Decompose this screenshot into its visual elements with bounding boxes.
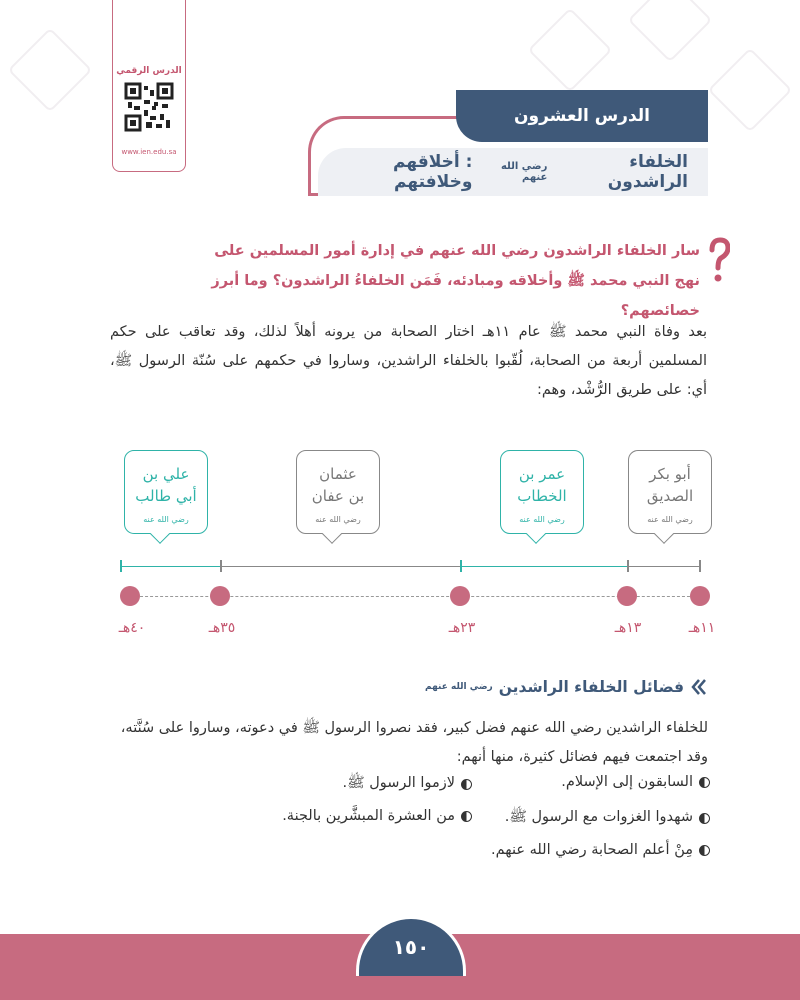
- lesson-number-tab: الدرس العشرون: [456, 90, 708, 142]
- caliph-bubble-abu-bakr: [628, 450, 712, 534]
- timeline-dot: [210, 586, 230, 606]
- bracket-tick: [120, 560, 122, 572]
- year-label: ٤٠هـ: [118, 620, 146, 636]
- digital-lesson-qr-box[interactable]: [112, 0, 186, 172]
- bullet-icon: [461, 811, 472, 822]
- caliph-name-line1: عثمان: [319, 465, 357, 483]
- list-item: [561, 774, 710, 790]
- period-bracket-umar: [460, 566, 628, 576]
- timeline-dot: [617, 586, 637, 606]
- qr-code-icon: [124, 82, 174, 132]
- caliph-name-line1: عمر بن: [518, 465, 566, 483]
- background-pattern: [8, 28, 93, 113]
- timeline-dot: [120, 586, 140, 606]
- list-item: [282, 808, 472, 824]
- caliph-name-line2: الخطاب: [517, 487, 567, 505]
- list-item-text: لازموا الرسول ﷺ.: [342, 775, 455, 791]
- caliph-bubble-umar: [500, 450, 584, 534]
- virtues-heading: [425, 678, 708, 696]
- list-item-text: شهدوا الغزوات مع الرسول ﷺ.: [504, 809, 693, 825]
- page-number: ١٥٠: [356, 916, 466, 976]
- period-bracket-uthman: [220, 566, 460, 576]
- question-mark-icon: [708, 236, 730, 294]
- list-item-text: مِنْ أعلم الصحابة رضي الله عنهم.: [491, 842, 693, 858]
- qr-label: الدرس الرقمي: [116, 66, 182, 76]
- caliphs-timeline: [0, 440, 800, 650]
- honorific-icon: رضي الله عنهم: [425, 682, 493, 692]
- period-bracket-ali: [120, 566, 220, 576]
- bracket-tick: [699, 560, 701, 572]
- caliph-bubble-uthman: [296, 450, 380, 534]
- guiding-question: سار الخلفاء الراشدون رضي الله عنهم في إدارة أمور المسلمين على نهج النبي محمد ﷺ وأخلاقه ومبادئه، فَمَن الخلفاءُ الراشدون؟ وما أبرز خصائصهم؟: [211, 243, 700, 319]
- list-item-text: من العشرة المبشَّرين بالجنة.: [282, 808, 455, 824]
- caliph-name-line1: علي بن: [142, 465, 190, 483]
- timeline-dot: [690, 586, 710, 606]
- list-item: [505, 808, 710, 829]
- caliph-name-line1: أبو بكر: [649, 465, 691, 483]
- bullet-icon: [699, 813, 710, 824]
- bracket-tick: [220, 560, 222, 572]
- qr-url[interactable]: www.ien.edu.sa: [121, 148, 177, 156]
- double-chevron-icon: [690, 678, 708, 696]
- bracket-tick: [460, 560, 462, 572]
- honorific-icon: رضي الله عنه: [143, 515, 189, 524]
- lesson-title-part2: : أخلاقهم وخلافتهم: [393, 152, 473, 192]
- bullet-icon: [461, 779, 472, 790]
- honorific-icon: رضي الله عنهم: [500, 161, 548, 183]
- year-label: ١١هـ: [688, 620, 716, 636]
- period-bracket-abu-bakr: [628, 566, 700, 576]
- lesson-title-part1: الخلفاء الراشدون: [607, 152, 688, 192]
- bullet-icon: [699, 777, 710, 788]
- honorific-icon: رضي الله عنه: [315, 515, 361, 524]
- honorific-icon: رضي الله عنه: [647, 515, 693, 524]
- background-pattern: [708, 48, 793, 133]
- bracket-tick: [627, 560, 629, 572]
- year-label: ٢٣هـ: [448, 620, 476, 636]
- list-item: [491, 842, 710, 858]
- timeline-dot: [450, 586, 470, 606]
- honorific-icon: رضي الله عنه: [519, 515, 565, 524]
- intro-paragraph: بعد وفاة النبي محمد ﷺ عام ١١هـ اختار الصحابة من يرونه أهلاً لذلك، وقد تعاقب على حكم المسلمين أربعة من الصحابة، لُقّبوا بالخلفاء الراشدين، وساروا في حكمهم على سُنّة الرسول ﷺ، أي: على طريق الرُّشْد، وهم:: [110, 324, 707, 398]
- caliph-bubble-ali: [124, 450, 208, 534]
- year-label: ٣٥هـ: [208, 620, 236, 636]
- virtues-heading-text: فضائل الخلفاء الراشدين: [498, 678, 684, 696]
- year-label: ١٣هـ: [614, 620, 642, 636]
- lesson-title: [318, 148, 708, 196]
- caliph-name-line2: بن عفان: [311, 487, 365, 505]
- bullet-icon: [699, 845, 710, 856]
- caliph-name-line2: الصديق: [646, 487, 694, 505]
- caliph-name-line2: أبي طالب: [135, 487, 197, 505]
- list-item: [342, 774, 472, 795]
- list-item-text: السابقون إلى الإسلام.: [561, 774, 693, 790]
- background-pattern: [528, 8, 613, 93]
- background-pattern: [628, 0, 713, 62]
- virtues-paragraph: للخلفاء الراشدين رضي الله عنهم فضل كبير، فقد نصروا الرسول ﷺ في دعوته، وساروا على سُنَّته، وقد اجتمعت فيهم فضائل كثيرة، منها أنهم:: [120, 720, 708, 765]
